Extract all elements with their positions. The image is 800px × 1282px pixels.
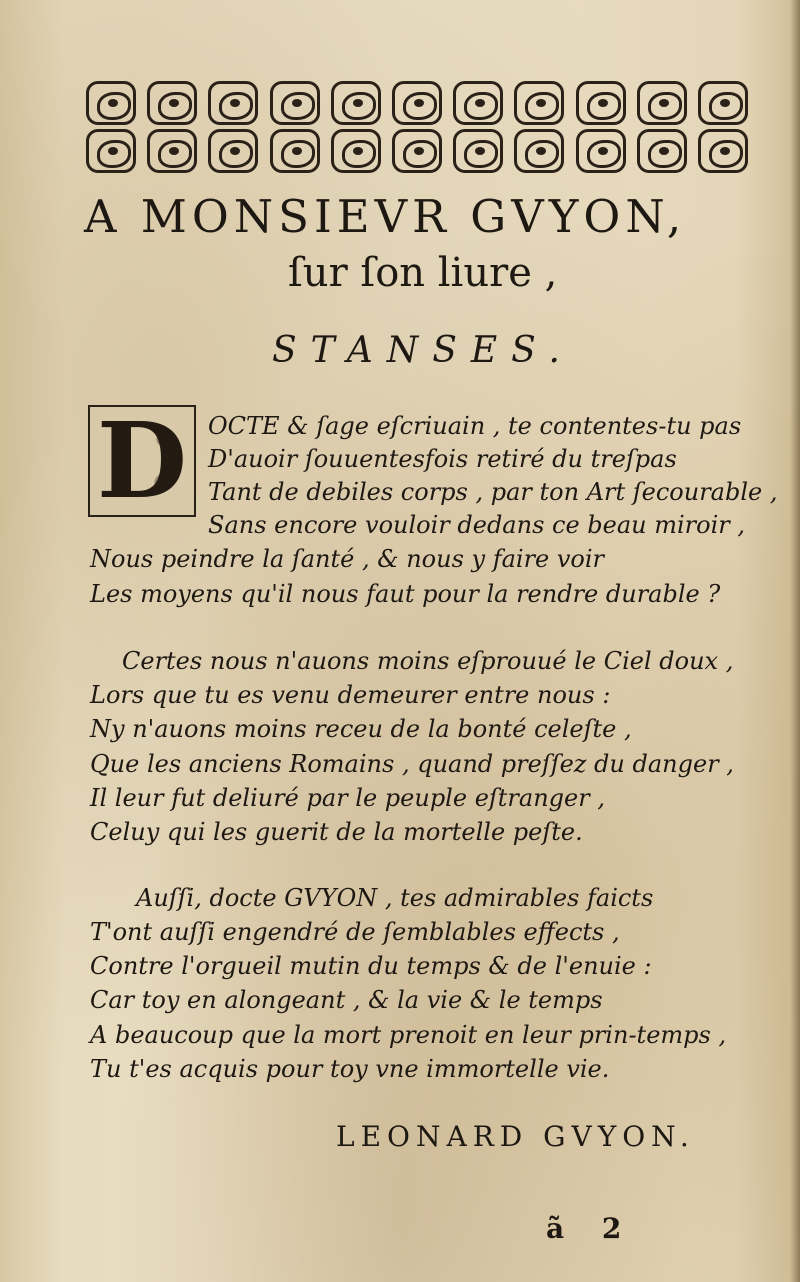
verse-line: Certes nous n'auons moins eſprouué le Ciel doux ,: [122, 647, 734, 675]
verse-line: Tant de debiles corps , par ton Art ſecourable ,: [208, 478, 778, 506]
verse-line: Car toy en alongeant , & la vie & le temps: [90, 986, 603, 1014]
page-subtitle: ſur ſon liure ,: [288, 250, 558, 296]
verse-line: Contre l'orgueil mutin du temps & de l'enuie :: [90, 952, 652, 980]
verse-line: Tu t'es acquis pour toy vne immortelle vie.: [90, 1055, 610, 1083]
drop-cap-letter: D: [96, 399, 188, 522]
signature-mark: ã 2: [546, 1212, 636, 1245]
verse-line: Il leur fut deliuré par le peuple eſtranger ,: [90, 784, 605, 812]
head-ornament: [86, 80, 748, 174]
section-heading: STANSES.: [272, 330, 574, 371]
verse-line: Celuy qui les guerit de la mortelle peſte.: [90, 818, 583, 846]
verse-line: Que les anciens Romains , quand preſſez du danger ,: [90, 750, 734, 778]
verse-line: T'ont auſſi engendré de ſemblables effects ,: [90, 918, 620, 946]
verse-line: Les moyens qu'il nous faut pour la rendre durable ?: [90, 580, 721, 608]
page-title: A MONSIEVR GVYON,: [84, 190, 687, 243]
verse-line: Auſſi, docte GVYON , tes admirables faicts: [136, 884, 654, 912]
verse-line: OCTE & ſage eſcriuain , te contentes-tu pas: [208, 412, 742, 440]
signature: LEONARD GVYON.: [336, 1120, 695, 1153]
verse-line: Ny n'auons moins receu de la bonté celeſte ,: [90, 715, 632, 743]
verse-line: Lors que tu es venu demeurer entre nous :: [90, 681, 611, 709]
verse-line: D'auoir ſouuentesfois retiré du treſpas: [208, 445, 677, 473]
drop-cap: [88, 399, 196, 522]
verse-line: Sans encore vouloir dedans ce beau miroir ,: [208, 511, 746, 539]
verse-line: Nous peindre la ſanté , & nous y faire voir: [90, 545, 605, 573]
verse-line: A beaucoup que la mort prenoit en leur prin-temps ,: [90, 1021, 727, 1049]
